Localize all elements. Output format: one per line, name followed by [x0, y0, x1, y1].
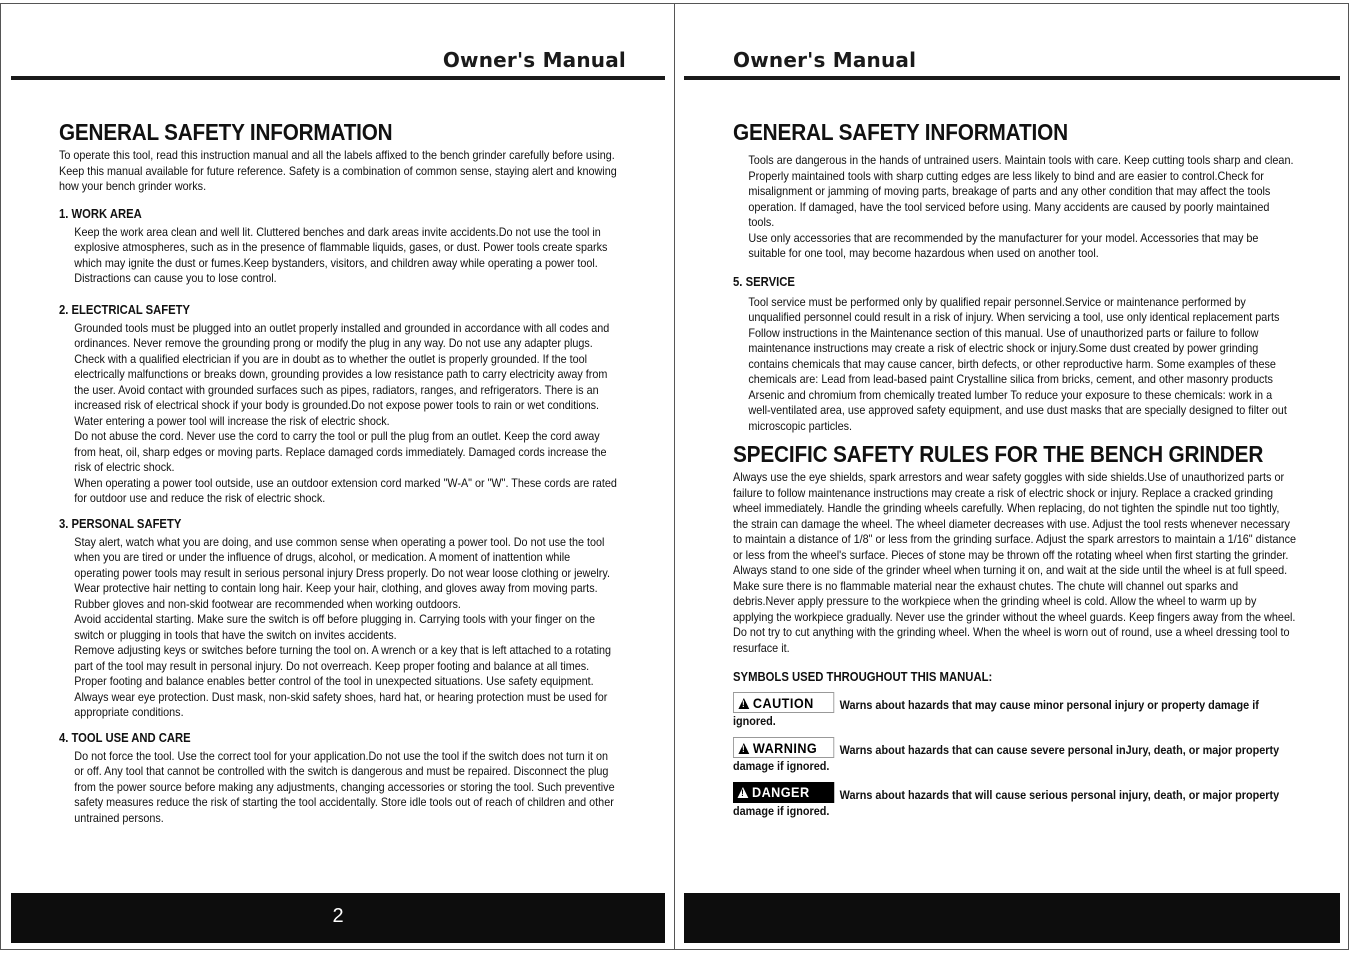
- section-paragraph: Do not force the tool. Use the correct tool for your application.Do not use the tool if the switch does not turn it on or off. Any tool that cannot be controlled with the switch is dangerous and must be repaired. Disconnect the plug from the power source before making any adjustments, changing accessories or storing the tool. Such preventive safety measures reduce the risk of starting the tool accidentally. Store idle tools out of reach of children and other untrained persons.: [74, 748, 615, 825]
- section-paragraph: Do not abuse the cord. Never use the cord to carry the tool or pull the plug from an outlet. Keep the cord away from heat, oil, sharp edges or moving parts. Replace damaged cords immediately. Damaged cords increase the risk of electric shock.: [74, 429, 607, 474]
- section-paragraph: Tool service must be performed only by qualified repair personnel.Service or maintenance performed by unqualified personnel could result in a risk of injury. When servicing a tool, use only identical replacement parts Follow instructions in the Maintenance section of this manual. Use of unauthorized parts or failure to follow maintenance instructions may create a risk of electric shock or injury.Some dust created by power grinding contains chemicals that may cause cancer, birth defects, or other reproductive harm. Some examples of these chemicals are: Lead from lead-based paint Crystalline silica from bricks, cement, and other masonry products Arsenic and chromium from chemically treated lumber To reduce your exposure to these chemicals: work in a well-ventilated area, use approved safety equipment, and use dust masks that are specially designed to filter out microscopic particles.: [748, 294, 1287, 433]
- header-title: Owner's Manual: [442, 48, 626, 72]
- warning-badge: ! WARNING: [733, 737, 834, 758]
- left-content: [59, 117, 617, 835]
- danger-badge: ! DANGER: [733, 782, 834, 803]
- section-tool-use-and-care: [59, 730, 617, 827]
- section-title: 1. WORK AREA: [59, 206, 142, 221]
- footer-bar: [684, 893, 1340, 943]
- caution-badge: ! CAUTION: [733, 692, 834, 713]
- header-title: Owner's Manual: [733, 48, 917, 72]
- symbol-caution: [733, 692, 1296, 729]
- section-paragraph: Stay alert, watch what you are doing, and use common sense when operating a power tool. Do not use the tool when you are tired or under the influence of drugs, alcohol, or medication. A moment of inattention while operating power tools may result in serious personal injury Dress properly. Do not wear loose clothing or jewelry. Wear protective hair netting to contain long hair. Keep your hair, clothing, and gloves away from moving parts. Rubber gloves and non-skid footwear are recommended when working outdoors.: [74, 534, 610, 611]
- section-electrical-safety: [59, 302, 617, 507]
- footer-bar: [11, 893, 665, 943]
- section-paragraph: When operating a power tool outside, use an outdoor extension cord marked "W-A" or "W". These cords are rated for outdoor use and reduce the risk of electric shock.: [74, 475, 617, 505]
- warning-triangle-icon: !: [738, 698, 749, 709]
- section-paragraph: Grounded tools must be plugged into an outlet properly installed and grounded in accordance with all codes and ordinances. Never remove the grounding prong or modify the plug in any way. Do not use any adapter plugs. Check with a qualified electrician if you are in doubt as to whether the outlet is properly grounded. If the tool electrically malfunctions or breaks down, grounding provides a low resistance path to carry electricity away from the user. Avoid contact with grounded surfaces such as pipes, radiators, ranges, and refrigerators. There is an increased risk of electrical shock if your body is grounded.Do not expose power tools to rain or wet conditions. Water entering a power tool will increase the risk of electric shock.: [74, 320, 610, 428]
- section-title: 2. ELECTRICAL SAFETY: [59, 302, 191, 317]
- section-paragraph: Avoid accidental starting. Make sure the switch is off before plugging in. Carrying tools with your finger on the switch or plugging in tools that have the switch on invites accidents.: [74, 612, 595, 642]
- symbol-description: Warns about hazards that will cause serious personal injury, death, or major property damage if ignored.: [733, 788, 1280, 818]
- specific-paragraph: Always use the eye shields, spark arrestors and wear safety goggles with side shields.Use of unauthorized parts or failure to follow maintenance instructions may create a risk of electric shock or injury. Replace a cracked grinding wheel immediately. Handle the grinding wheels carefully. When replacing, do not tighten the spindle nut too tightly, the strain can damage the wheel. The wheel diameter decreases with use. Adjust the tool rests whenever necessary to maintain a distance of 1/8" or less from the grinding surface. Adjust the spark arrestors to maintain a 1/16" distance or less from the wheel's surface. Pieces of stone may be thrown off the rotating wheel when first starting the grinder. Always stand to one side of the grinder wheel when turning it on, and wait at the side until the wheel is at full speed. Make sure there is no flammable material near the exhaust chutes. The chute will channel out sparks and debris.Never apply pressure to the workpiece when the grinding wheel is cold. Allow the wheel to warm up by applying the workpiece gradually. Never use the grinder without the wheel guards. Keep fingers away from the wheel. Do not try to cut anything with the grinding wheel. When the wheel is worn out of round, use a wheel dressing tool to resurface it.: [733, 470, 1297, 655]
- section-paragraph: Remove adjusting keys or switches before turning the tool on. A wrench or a key that is left attached to a rotating part of the tool may result in personal injury. Do not overreach. Keep proper footing and balance at all times. Proper footing and balance enables better control of the tool in unexpected situations. Use safety equipment. Always wear eye protection. Dust mask, non-skid safety shoes, hard hat, or hearing protection must be used for appropriate conditions.: [74, 643, 612, 719]
- warning-triangle-icon: !: [738, 743, 749, 754]
- right-page: [674, 3, 1349, 950]
- symbol-description: Warns about hazards that may cause minor personal injury or property damage if ignored.: [733, 698, 1259, 728]
- symbols-title: SYMBOLS USED THROUGHOUT THIS MANUAL:: [733, 670, 993, 684]
- section-title: 4. TOOL USE AND CARE: [59, 730, 191, 745]
- section-heading: GENERAL SAFETY INFORMATION: [59, 119, 393, 145]
- header-rule: [11, 76, 665, 80]
- section-heading: GENERAL SAFETY INFORMATION: [733, 119, 1068, 145]
- section-work-area: [59, 206, 617, 287]
- symbol-warning: [733, 737, 1296, 774]
- warning-triangle-icon: !: [738, 787, 749, 798]
- section-service: [733, 274, 1296, 435]
- left-page: [0, 3, 675, 950]
- section-title: 5. SERVICE: [733, 274, 795, 289]
- continued-paragraph: Use only accessories that are recommended by the manufacturer for your model. Accessories that may be suitable for one tool, may become hazardous when used on another tool.: [748, 230, 1259, 260]
- section-paragraph: Keep the work area clean and well lit. Cluttered benches and dark areas invite accidents.Do not use the tool in explosive atmospheres, such as in the presence of flammable liquids, gases, or dust. Power tools create sparks which may ignite the dust or fumes.Keep bystanders, visitors, and children away while operating a power tool. Distractions can cause you to lose control.: [74, 224, 608, 285]
- page-number: 2: [332, 905, 344, 927]
- continued-paragraph: Tools are dangerous in the hands of untrained users. Maintain tools with care. Keep cutting tools sharp and clean. Properly maintained tools with sharp cutting edges are less likely to bind and are easier to control.Check for misalignment or jamming of moving parts, breakage of parts and any other condition that may affect the tools operation. If damaged, have the tool serviced before using. Many accidents are caused by poorly maintained tools.: [748, 153, 1294, 229]
- section-title: 3. PERSONAL SAFETY: [59, 516, 182, 531]
- symbol-description: Warns about hazards that can cause severe personal inJury, death, or major property damage if ignored.: [733, 743, 1280, 773]
- specific-heading: SPECIFIC SAFETY RULES FOR THE BENCH GRINDER: [733, 441, 1264, 467]
- symbol-danger: [733, 782, 1296, 819]
- header-rule: [684, 76, 1340, 80]
- right-content: [733, 117, 1296, 827]
- intro-paragraph: To operate this tool, read this instruction manual and all the labels affixed to the bench grinder carefully before using. Keep this manual available for future reference. Safety is a combination of common sense, staying alert and knowing how your bench grinder works.: [59, 148, 617, 193]
- section-personal-safety: [59, 516, 617, 721]
